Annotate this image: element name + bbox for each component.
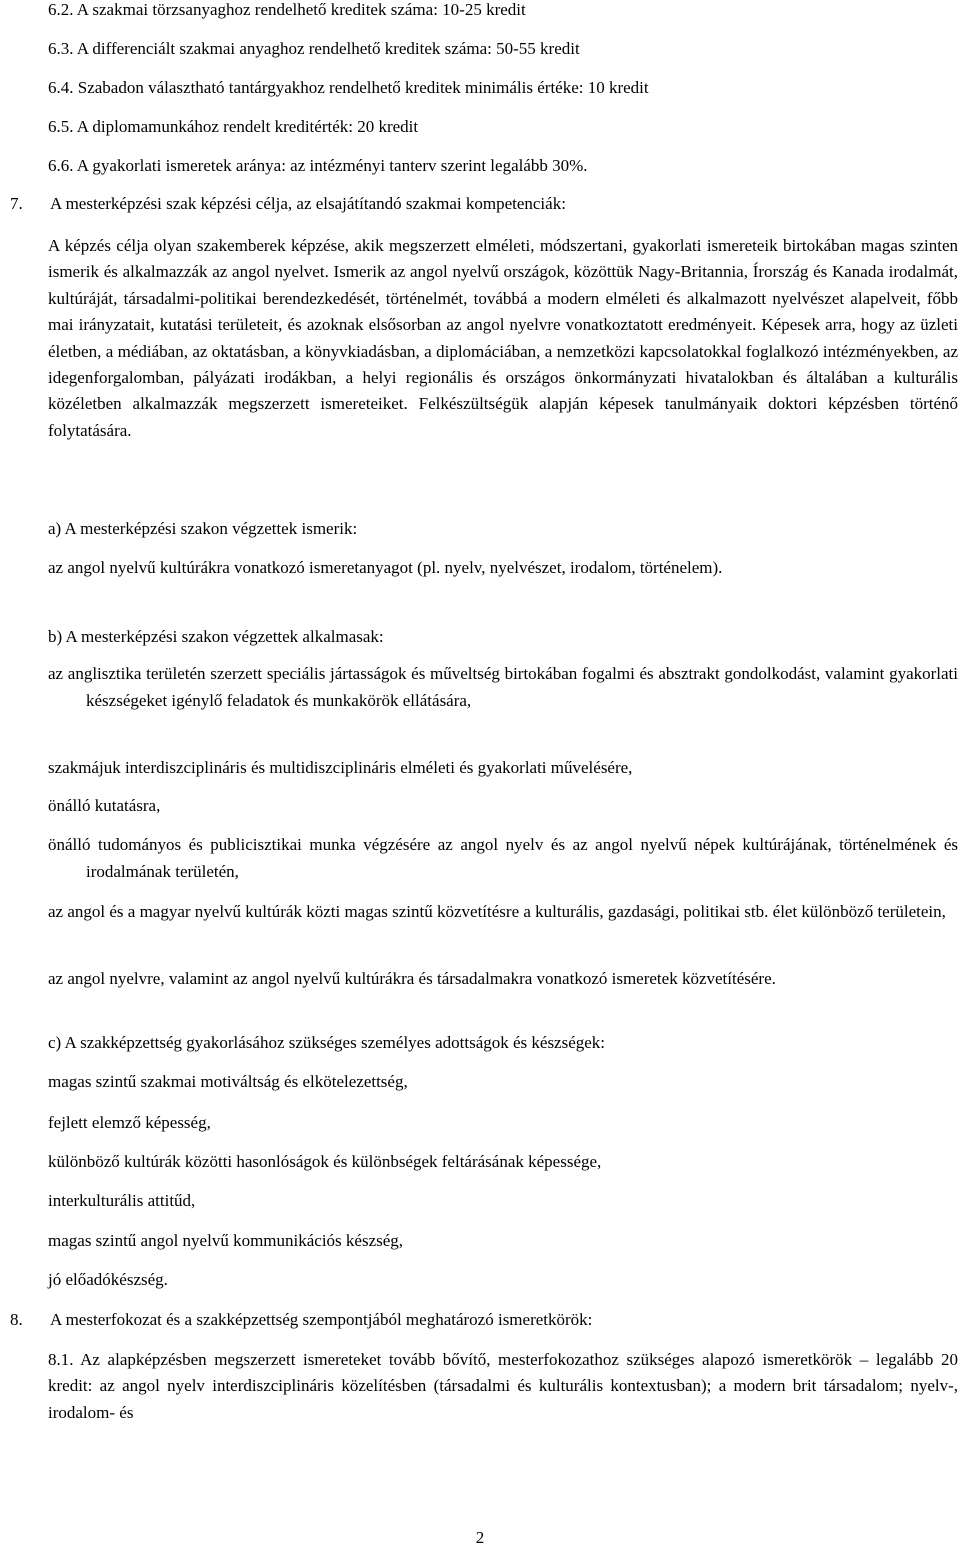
subsection-c-heading: c) A szakképzettség gyakorlásához szükséges személyes adottságok és készségek: bbox=[48, 1033, 606, 1052]
subsection-b-heading: b) A mesterképzési szakon végzettek alkalmasak: bbox=[48, 627, 384, 646]
section-7-paragraph: A képzés célja olyan szakemberek képzése, akik megszerzett elméleti, módszertani, gyakorlati ismereteik birtokában magas szinten ismerik és alkalmazzák az angol nyelvet. Ismerik az angol nyelvű országok, közöttük Nagy-Britannia, Írország és Kanada irodalmát, kultúráját, társadalmi-politikai berendezkedését, történelmét, továbbá a modern elméleti és alkalmazott nyelvészet alapelveit, főbb mai irányzatait, kutatási területeit, és azoknak elsősorban az angol nyelvre vonatkoztatott eredményeit. Képesek arra, hogy az üzleti életben, a médiában, az oktatásban, a könyvkiadásban, a diplomáciában, a nemzetközi kapcsolatokkal foglalkozó intézményekben, az idegenforgalomban, pályázati irodákban, a helyi regionális és országos önkormányzati hivatalokban és általában a kulturális közéletben alkalmazzák megszerzett ismereteiket. Felkészültségük alapján képesek tanulmányaik doktori képzésben történő folytatására. bbox=[48, 236, 958, 440]
section-8-number: 8. bbox=[10, 1310, 23, 1329]
subsection-a-item: az angol nyelvű kultúrákra vonatkozó ismeretanyagot (pl. nyelv, nyelvészet, irodalom, történelem). bbox=[48, 558, 723, 577]
c-item-6: jó előadókészség. bbox=[48, 1270, 168, 1289]
item-8-1-number: 8.1. bbox=[48, 1350, 74, 1369]
b-item-3: önálló kutatásra, bbox=[48, 796, 161, 815]
sub-item-6-6: 6.6. A gyakorlati ismeretek aránya: az intézményi tanterv szerint legalább 30%. bbox=[48, 156, 588, 175]
section-8-heading bbox=[10, 1310, 592, 1330]
b-item-1: az anglisztika területén szerzett speciális jártasságok és műveltség birtokában fogalmi és absztrakt gondolkodást, valamint gyakorlati készségeket igénylő feladatok és munkakörök ellátására, bbox=[48, 664, 958, 710]
page-number: 2 bbox=[475, 1528, 485, 1547]
section-8-title: A mesterfokozat és a szakképzettség szempontjából meghatározó ismeretkörök: bbox=[50, 1310, 593, 1329]
section-8-1 bbox=[48, 1347, 958, 1426]
c-item-3: különböző kultúrák közötti hasonlóságok és különbségek feltárásának képessége, bbox=[48, 1152, 602, 1171]
section-7-heading bbox=[10, 194, 566, 214]
b-item-4: önálló tudományos és publicisztikai munka végzésére az angol nyelv és az angol nyelvű népek kultúrájának, történelmének és irodalmának területén, bbox=[48, 835, 958, 881]
c-item-4: interkulturális attitűd, bbox=[48, 1191, 196, 1210]
c-item-2: fejlett elemző képesség, bbox=[48, 1113, 211, 1132]
sub-item-6-4: 6.4. Szabadon választható tantárgyakhoz rendelhető kreditek minimális értéke: 10 kredit bbox=[48, 78, 649, 97]
c-item-1: magas szintű szakmai motiváltság és elkötelezettség, bbox=[48, 1072, 408, 1091]
subsection-a-heading: a) A mesterképzési szakon végzettek ismerik: bbox=[48, 519, 358, 538]
sub-item-6-2: 6.2. A szakmai törzsanyaghoz rendelhető kreditek száma: 10-25 kredit bbox=[48, 0, 526, 19]
sub-item-6-5: 6.5. A diplomamunkához rendelt kreditérték: 20 kredit bbox=[48, 117, 419, 136]
section-7-title: A mesterképzési szak képzési célja, az elsajátítandó szakmai kompetenciák: bbox=[50, 194, 566, 213]
c-item-5: magas szintű angol nyelvű kommunikációs készség, bbox=[48, 1231, 404, 1250]
b-item-6: az angol nyelvre, valamint az angol nyelvű kultúrákra és társadalmakra vonatkozó ismeretek közvetítésére. bbox=[48, 969, 776, 988]
section-7-number: 7. bbox=[10, 194, 23, 213]
sub-item-6-3: 6.3. A differenciált szakmai anyaghoz rendelhető kreditek száma: 50-55 kredit bbox=[48, 39, 580, 58]
b-item-2: szakmájuk interdiszciplináris és multidiszciplináris elméleti és gyakorlati művelésére, bbox=[48, 758, 633, 777]
item-8-1-text: Az alapképzésben megszerzett ismereteket tovább bővítő, mesterfokozathoz szükséges alapozó ismeretkörök – legalább 20 kredit: az angol nyelv interdiszciplináris közelítésben (társadalmi és kulturális kontextusban); a modern brit társadalom; nyelv-, irodalom- és bbox=[48, 1350, 959, 1422]
b-item-5: az angol és a magyar nyelvű kultúrák közti magas szintű közvetítésre a kulturális, gazdasági, politikai stb. élet különböző területein, bbox=[48, 902, 946, 921]
